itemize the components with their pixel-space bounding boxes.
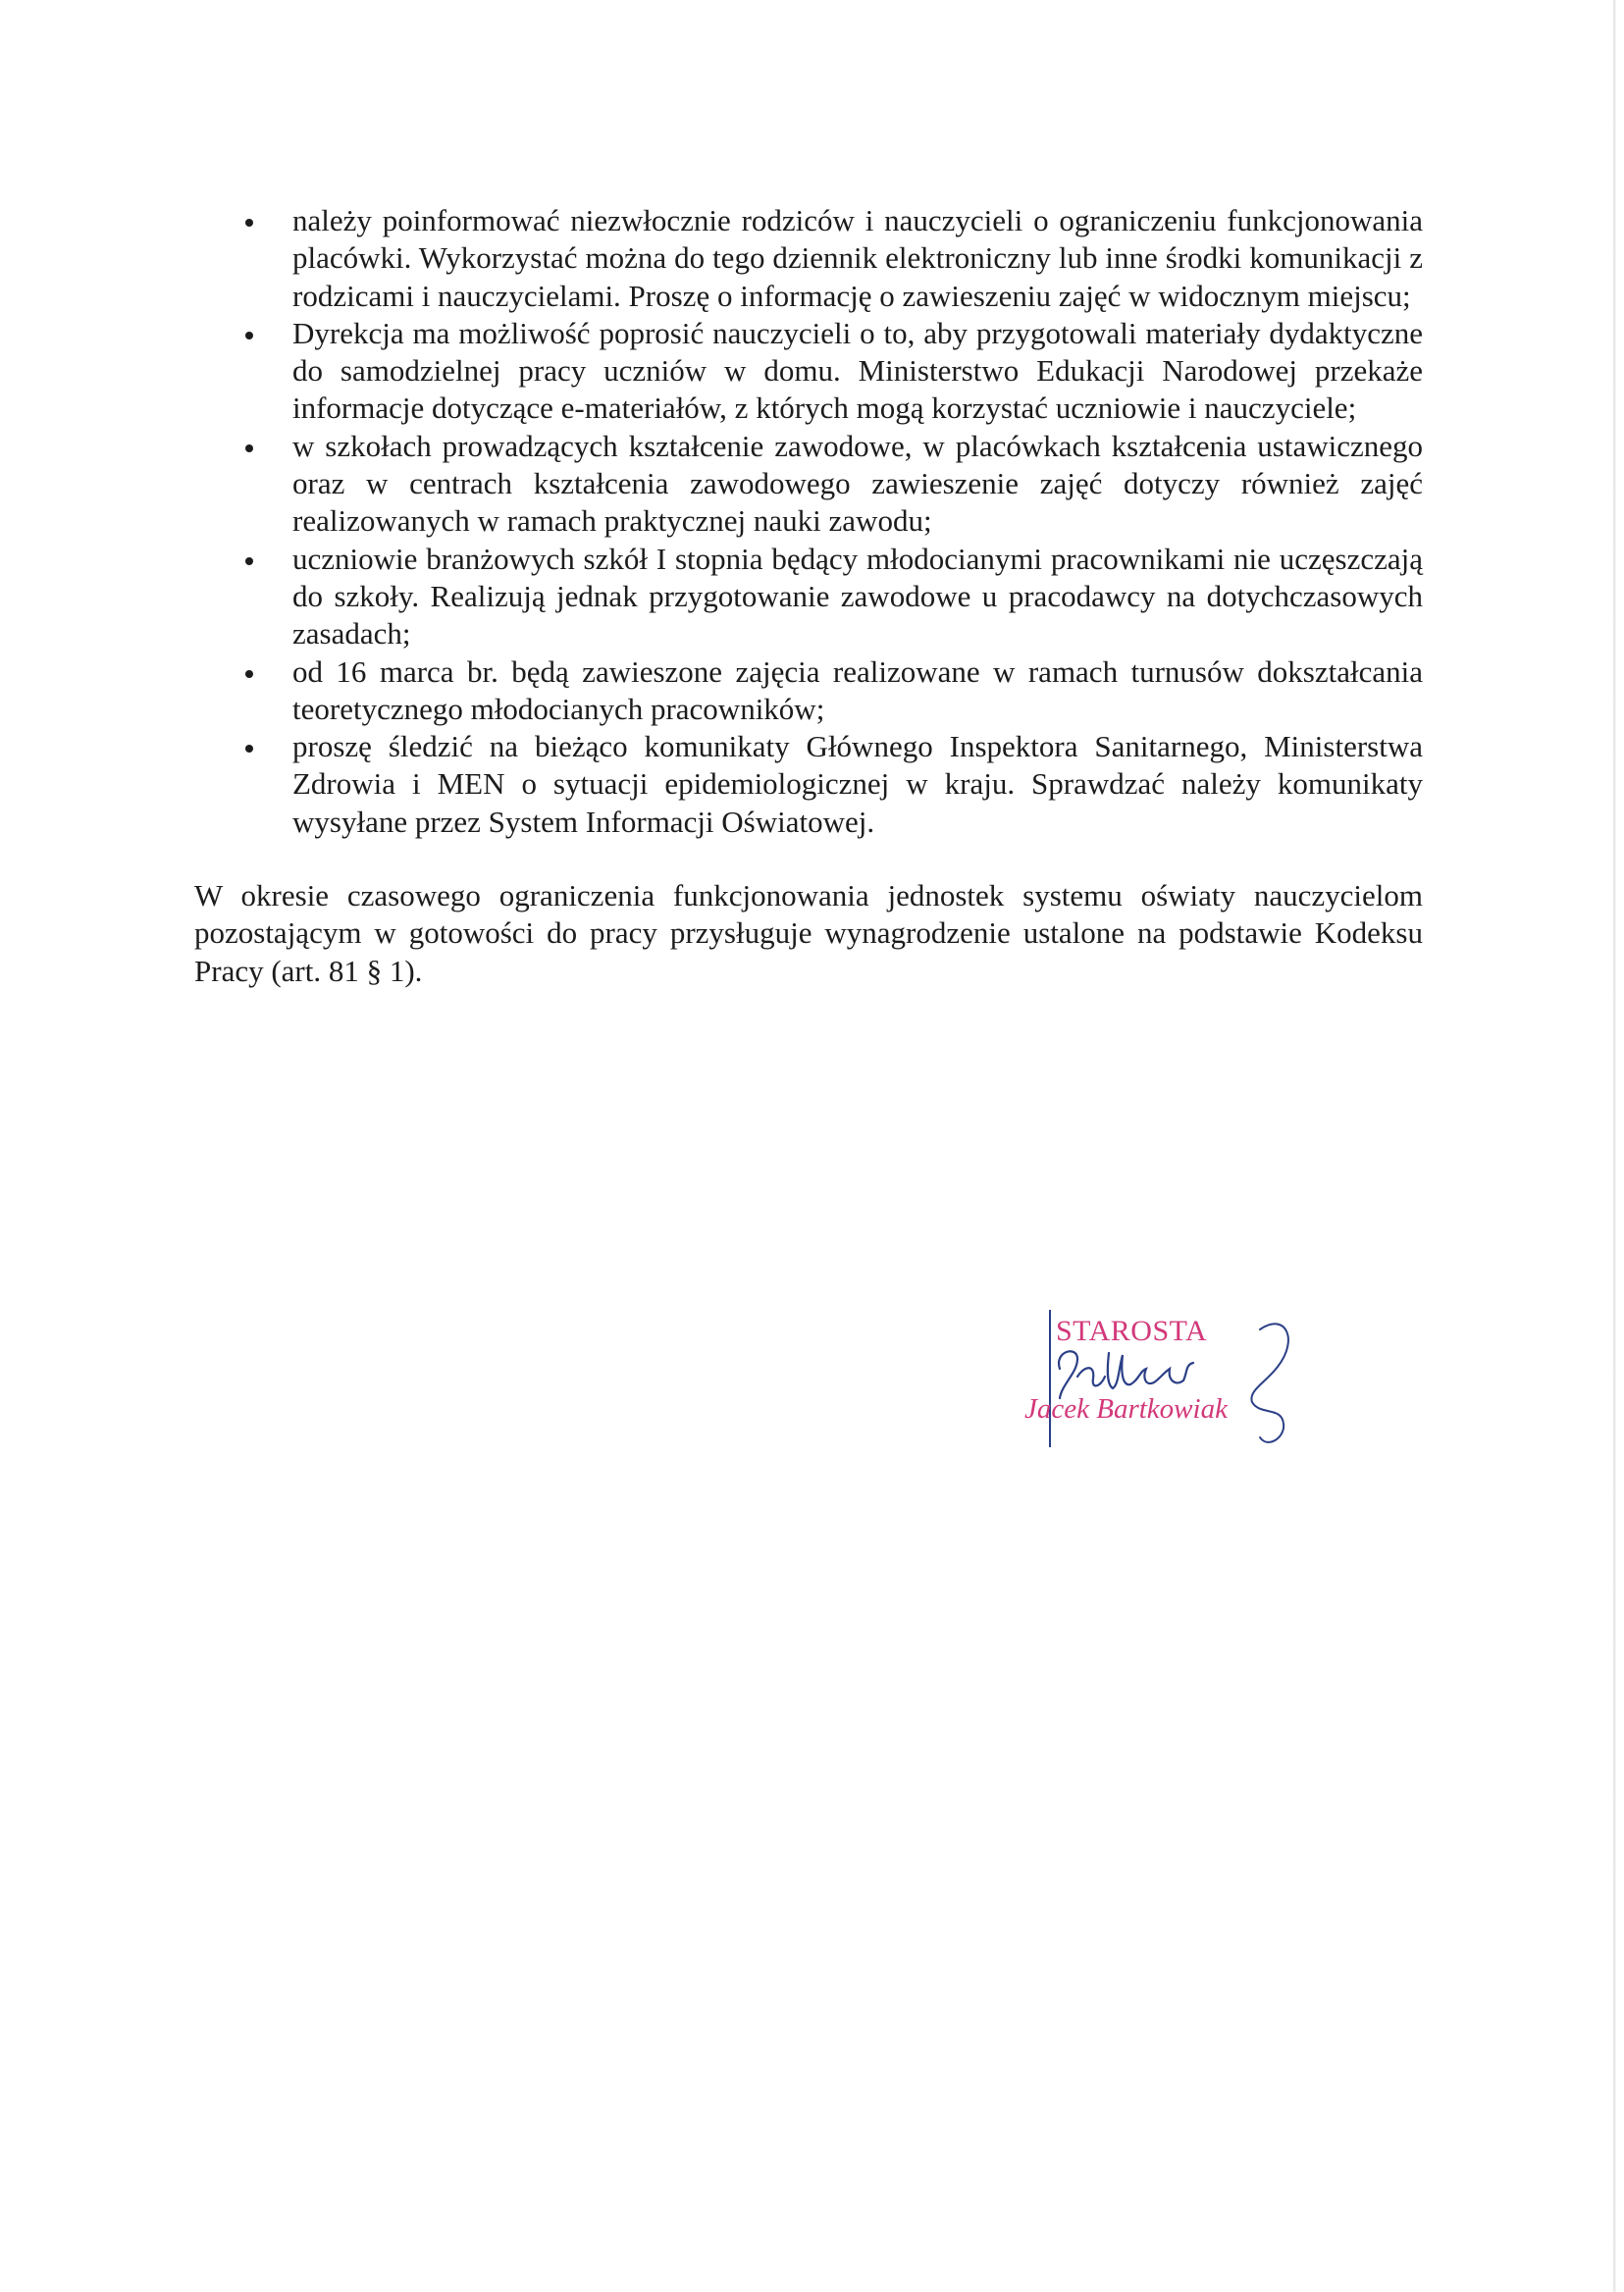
bullet-text: uczniowie branżowych szkół I stopnia będący młodocianymi pracownikami nie uczęszczają do szkoły. Realizują jednak przygotowanie zawodowe u pracodawcy na dotychczasowych zasadach; <box>292 541 1423 651</box>
closing-paragraph: W okresie czasowego ograniczenia funkcjonowania jednostek systemu oświaty nauczycielom pozostającym w gotowości do pracy przysługuje wynagrodzenie ustalone na podstawie Kodeksu Pracy (art. 81 § 1). <box>194 878 1423 988</box>
stamp-graphic <box>1021 1300 1315 1457</box>
bullet-item <box>194 428 1423 541</box>
bullet-text: proszę śledzić na bieżąco komunikaty Głównego Inspektora Sanitarnego, Ministerstwa Zdrowia i MEN o sytuacji epidemiologicznej w kraju. Sprawdzać należy komunikaty wysyłane przez System Informacji Oświatowej. <box>292 729 1423 839</box>
letter-body <box>194 202 1423 990</box>
bullet-item <box>194 541 1423 653</box>
bullet-list <box>194 202 1423 841</box>
bullet-dot <box>245 444 253 452</box>
signature-flourish <box>1251 1324 1287 1442</box>
starosta-stamp <box>1021 1300 1315 1457</box>
stamp-name: Jacek Bartkowiak <box>1024 1393 1228 1425</box>
bullet-item <box>194 315 1423 428</box>
bullet-item <box>194 202 1423 315</box>
bullet-dot <box>245 557 253 565</box>
bullet-dot <box>245 219 253 227</box>
bullet-text: należy poinformować niezwłocznie rodziców i nauczycieli o ograniczeniu funkcjonowania placówki. Wykorzystać można do tego dziennik elektroniczny lub inne środki komunikacji z rodzicami i nauczycielami. Proszę o informację o zawieszeniu zajęć w widocznym miejscu; <box>292 203 1423 313</box>
bullet-text: Dyrekcja ma możliwość poprosić nauczycieli o to, aby przygotowali materiały dydaktyczne do samodzielnej pracy uczniów w domu. Ministerstwo Edukacji Narodowej przekaże informacje dotyczące e-materiałów, z których mogą korzystać uczniowie i nauczyciele; <box>292 315 1423 426</box>
bullet-text: w szkołach prowadzących kształcenie zawodowe, w placówkach kształcenia ustawicznego oraz w centrach kształcenia zawodowego zawieszenie zajęć dotyczy również zajęć realizowanych w ramach praktycznej nauki zawodu; <box>292 428 1423 539</box>
bullet-dot <box>245 332 253 339</box>
bullet-dot <box>245 670 253 678</box>
bullet-item <box>194 653 1423 729</box>
stamp-title: STAROSTA <box>1056 1315 1208 1347</box>
bullet-item <box>194 728 1423 841</box>
bullet-text: od 16 marca br. będą zawieszone zajęcia realizowane w ramach turnusów dokształcania teoretycznego młodocianych pracowników; <box>292 653 1423 726</box>
scan-edge <box>1613 0 1616 2292</box>
signature-strokes <box>1059 1351 1193 1398</box>
bullet-dot <box>245 745 253 753</box>
